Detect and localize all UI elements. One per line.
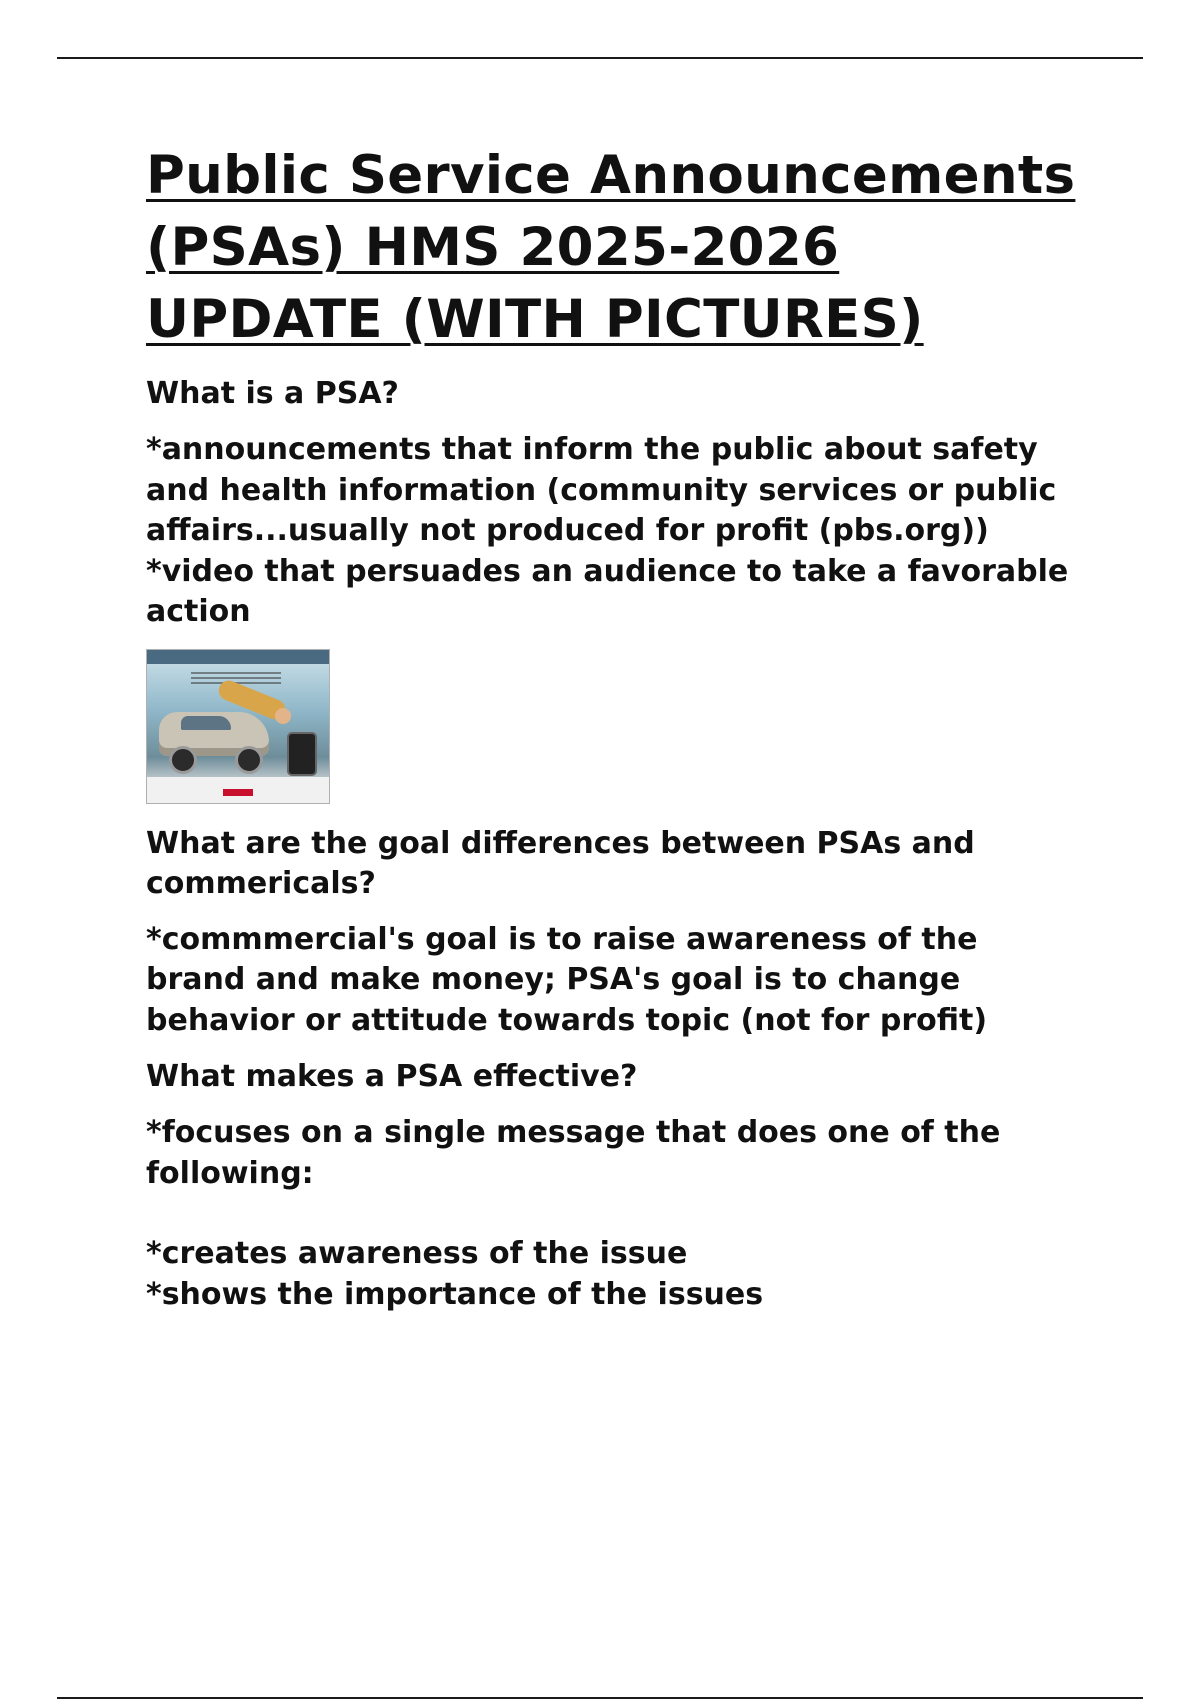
poster-person-head — [275, 708, 291, 724]
poster-wheel — [169, 746, 197, 774]
answer-line: *commmercial's goal is to raise awareness of the brand and make money; PSA's goal is to change behavior or attitude towards topic (not for profit) — [146, 921, 988, 1038]
question-psa-effective: What makes a PSA effective? — [146, 1059, 638, 1094]
document-title: Public Service Announcements (PSAs) HMS 2025-2026 UPDATE (WITH PICTURES) — [146, 145, 1076, 350]
psa-poster-image — [146, 649, 330, 804]
answer-line: *video that persuades an audience to take a favorable action — [146, 553, 1069, 629]
answer-blank-line — [146, 1194, 1086, 1234]
poster-logo — [223, 789, 253, 796]
answer-goal-differences — [146, 920, 1086, 1042]
question-goal-differences: What are the goal differences between PSAs and commericals? — [146, 825, 975, 901]
answer-psa-effective — [146, 1113, 1086, 1315]
answer-what-is-psa — [146, 430, 1086, 633]
poster-car-window — [181, 716, 231, 730]
poster-wheel — [235, 746, 263, 774]
document-body — [146, 140, 1086, 1331]
poster-phone — [287, 732, 317, 776]
top-divider — [57, 57, 1143, 59]
answer-line: *creates awareness of the issue — [146, 1236, 688, 1271]
answer-line: *shows the importance of the issues — [146, 1276, 764, 1312]
answer-line: *announcements that inform the public about safety and health information (community services or public affairs...usually not produced for profit (pbs.org)) — [146, 432, 1057, 548]
answer-line: *focuses on a single message that does one of the following: — [146, 1115, 1001, 1191]
poster-banner — [147, 650, 329, 664]
question-what-is-psa: What is a PSA? — [146, 376, 399, 411]
bottom-divider — [57, 1697, 1143, 1699]
